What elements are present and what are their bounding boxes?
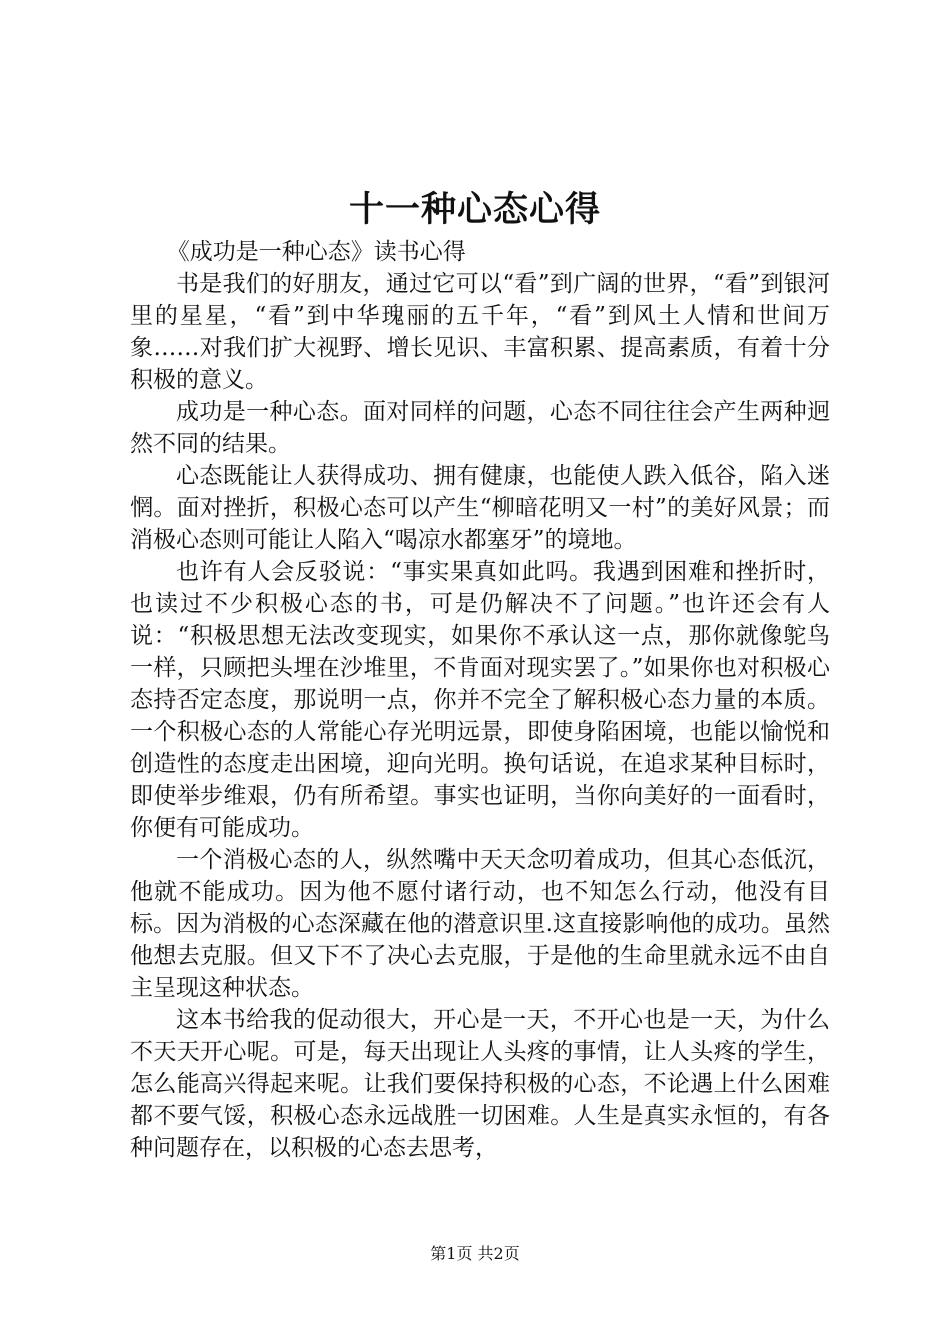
- paragraph: 心态既能让人获得成功、拥有健康，也能使人跌入低谷，陷入迷惘。面对挫折，积极心态可以产生“柳暗花明又一村”的美好风景；而消极心态则可能让人陷入“喝凉水都塞牙”的境地。: [130, 463, 830, 553]
- page-footer: [0, 1243, 950, 1265]
- paragraph: 也许有人会反驳说：“事实果真如此吗。我遇到困难和挫折时，也读过不少积极心态的书，可是仍解决不了问题。”也许还会有人说：“积极思想无法改变现实，如果你不承认这一点，那你就像鸵鸟一样，只顾把头埋在沙堆里，不肯面对现实罢了。”如果你也对积极心态持否定态度，那说明一点，你并不完全了解积极心态力量的本质。一个积极心态的人常能心存光明远景，即使身陷困境，也能以愉悦和创造性的态度走出困境，迎向光明。换句话说，在追求某种目标时，即使举步维艰，仍有所希望。事实也证明，当你向美好的一面看时，你便有可能成功。: [130, 559, 830, 841]
- document-subtitle: 《成功是一种心态》读书心得: [166, 239, 466, 265]
- paragraph: 一个消极心态的人，纵然嘴中天天念叨着成功，但其心态低沉，他就不能成功。因为他不愿付诸行动，也不知怎么行动，他没有目标。因为消极的心态深藏在他的潜意识里.这直接影响他的成功。虽然他想去克服。但又下不了决心去克服，于是他的生命里就永远不由自主呈现这种状态。: [130, 847, 830, 1001]
- page-indicator: 第1页 共2页: [430, 1244, 520, 1263]
- page-title: 十一种心态心得: [348, 189, 601, 230]
- paragraph: 书是我们的好朋友，通过它可以“看”到广阔的世界，“看”到银河里的星星，“看”到中华瑰丽的五千年，“看”到风土人情和世间万象……对我们扩大视野、增长见识、丰富积累、提高素质，有着十分积极的意义。: [130, 271, 830, 393]
- document-body: [130, 236, 830, 1164]
- paragraph: 这本书给我的促动很大，开心是一天，不开心也是一天，为什么不天天开心呢。可是，每天出现让人头疼的事情，让人头疼的学生，怎么能高兴得起来呢。让我们要保持积极的心态，不论遇上什么困难都不要气馁，积极心态永远战胜一切困难。人生是真实永恒的，有各种问题存在，以积极的心态去思考，: [130, 1007, 830, 1161]
- paragraph: 成功是一种心态。面对同样的问题，心态不同往往会产生两种迥然不同的结果。: [130, 399, 830, 457]
